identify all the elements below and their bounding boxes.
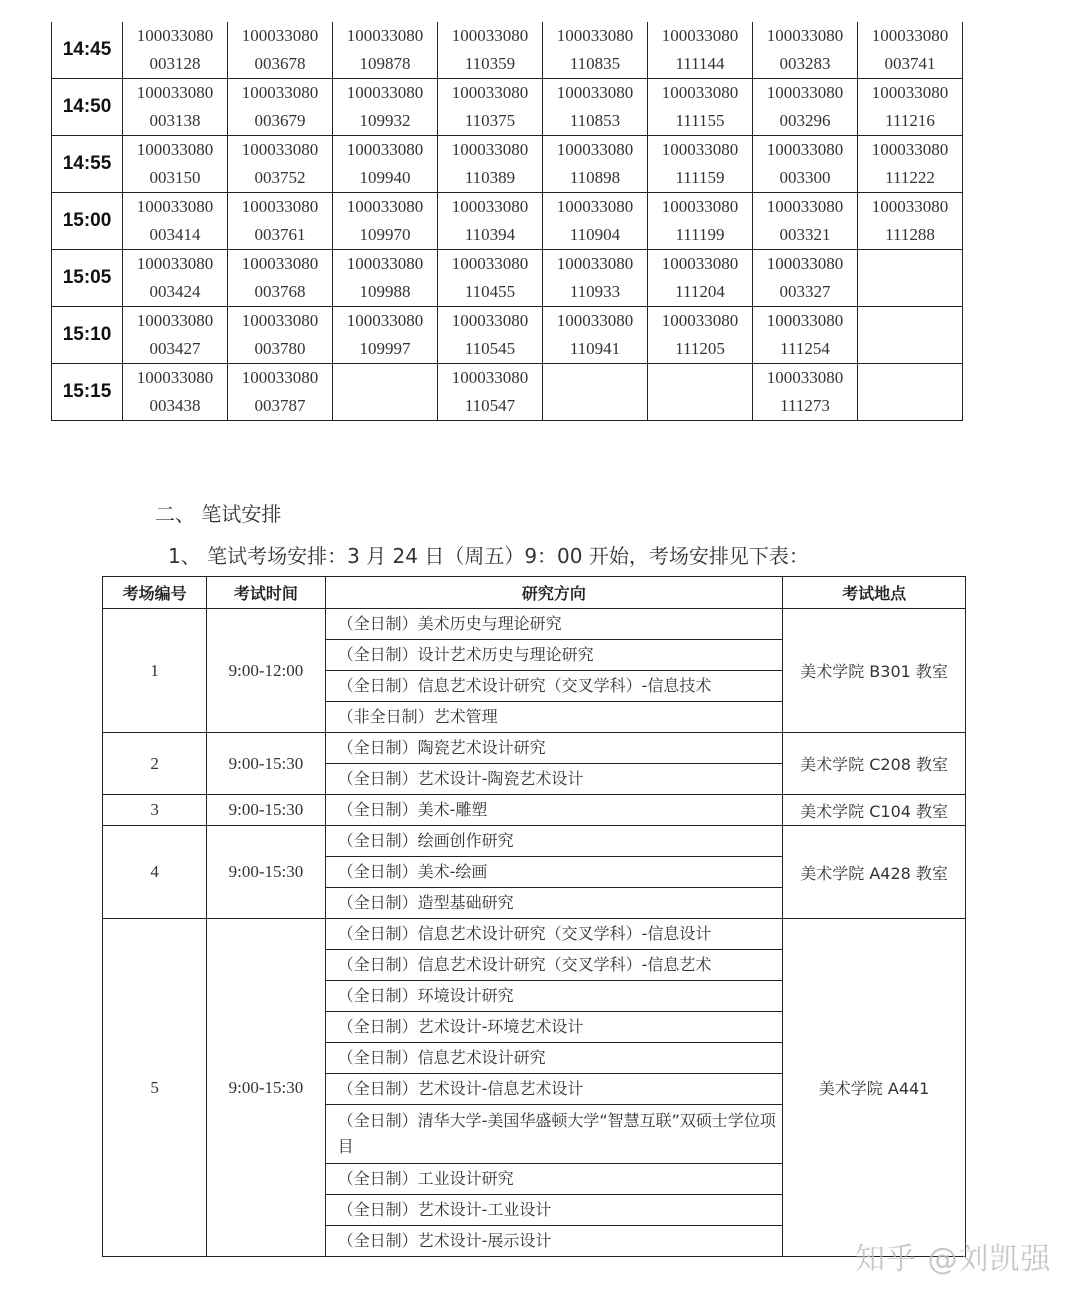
candidate-id-prefix: 100033080 [556, 83, 634, 102]
research-direction: （全日制）美术-雕塑 [325, 795, 783, 826]
candidate-id-suffix: 110853 [569, 111, 621, 130]
research-direction: （全日制）艺术设计-陶瓷艺术设计 [325, 764, 783, 795]
candidate-id-prefix: 100033080 [661, 26, 739, 45]
candidate-id-cell [333, 193, 438, 250]
candidate-id-prefix: 100033080 [451, 368, 529, 387]
candidate-id-suffix: 111204 [675, 282, 725, 301]
candidate-id-cell [123, 250, 228, 307]
candidate-id-suffix: 110455 [464, 282, 516, 301]
schedule-row [52, 250, 963, 307]
exam-table-header-row [103, 577, 966, 609]
candidate-id-prefix: 100033080 [871, 140, 949, 159]
candidate-id-cell [228, 250, 333, 307]
candidate-id-suffix: 003327 [779, 282, 831, 301]
candidate-id-cell [123, 136, 228, 193]
header-exam-location: 考试地点 [783, 577, 966, 609]
candidate-id-prefix: 100033080 [451, 83, 529, 102]
research-direction: （全日制）信息艺术设计研究（交叉学科）-信息技术 [325, 671, 783, 702]
candidate-id-suffix: 003414 [149, 225, 201, 244]
candidate-id-cell [228, 136, 333, 193]
section-subtitle: 1、 笔试考场安排：3 月 24 日（周五）9：00 开始，考场安排见下表： [168, 544, 809, 568]
candidate-id-cell [123, 193, 228, 250]
candidate-id-suffix: 003679 [254, 111, 306, 130]
candidate-id-prefix: 100033080 [871, 83, 949, 102]
research-direction: （全日制）信息艺术设计研究（交叉学科）-信息设计 [325, 919, 783, 950]
candidate-id-prefix: 100033080 [451, 311, 529, 330]
candidate-id-cell [858, 22, 963, 79]
candidate-id-suffix: 111254 [780, 339, 830, 358]
room-number: 4 [103, 826, 207, 919]
candidate-id-cell [228, 22, 333, 79]
room-number: 3 [103, 795, 207, 826]
exam-time: 9:00-15:30 [207, 826, 325, 919]
candidate-id-suffix: 109988 [359, 282, 411, 301]
research-direction: （全日制）艺术设计-展示设计 [325, 1226, 783, 1257]
candidate-id-suffix: 003761 [254, 225, 306, 244]
exam-time: 9:00-15:30 [207, 795, 325, 826]
candidate-id-cell [228, 79, 333, 136]
candidate-id-prefix: 100033080 [871, 197, 949, 216]
candidate-id-cell [858, 364, 963, 421]
exam-table-row [103, 609, 966, 640]
research-direction: （全日制）清华大学-美国华盛顿大学“智慧互联”双硕士学位项目 [325, 1105, 783, 1164]
candidate-id-suffix: 110904 [569, 225, 621, 244]
candidate-id-cell [438, 193, 543, 250]
candidate-id-suffix: 110389 [464, 168, 516, 187]
candidate-id-cell [333, 307, 438, 364]
candidate-id-prefix: 100033080 [661, 311, 739, 330]
candidate-id-prefix: 100033080 [766, 254, 844, 273]
time-slot: 14:45 [52, 22, 123, 79]
candidate-id-suffix: 003438 [149, 396, 201, 415]
candidate-id-prefix: 100033080 [766, 26, 844, 45]
candidate-id-prefix: 100033080 [346, 26, 424, 45]
candidate-id-prefix: 100033080 [136, 311, 214, 330]
candidate-id-suffix: 111222 [885, 168, 935, 187]
candidate-id-suffix: 003424 [149, 282, 201, 301]
research-direction: （全日制）工业设计研究 [325, 1164, 783, 1195]
candidate-id-prefix: 100033080 [241, 254, 319, 273]
candidate-id-cell [333, 136, 438, 193]
research-direction: （全日制）艺术设计-环境艺术设计 [325, 1012, 783, 1043]
candidate-id-suffix: 111159 [675, 168, 725, 187]
exam-location: 美术学院 B301 教室 [783, 609, 966, 733]
candidate-id-prefix: 100033080 [871, 26, 949, 45]
candidate-id-cell [648, 22, 753, 79]
exam-table-row [103, 795, 966, 826]
candidate-id-cell [438, 22, 543, 79]
candidate-id-prefix: 100033080 [766, 197, 844, 216]
candidate-id-prefix: 100033080 [346, 140, 424, 159]
candidate-id-suffix: 111144 [675, 54, 725, 73]
candidate-id-cell [333, 22, 438, 79]
candidate-id-prefix: 100033080 [661, 140, 739, 159]
candidate-id-prefix: 100033080 [136, 26, 214, 45]
candidate-id-suffix: 003150 [149, 168, 201, 187]
candidate-id-prefix: 100033080 [346, 83, 424, 102]
research-direction: （全日制）艺术设计-工业设计 [325, 1195, 783, 1226]
candidate-id-suffix: 110359 [464, 54, 516, 73]
candidate-id-cell [648, 364, 753, 421]
candidate-id-prefix: 100033080 [766, 368, 844, 387]
research-direction: （全日制）设计艺术历史与理论研究 [325, 640, 783, 671]
candidate-id-prefix: 100033080 [556, 26, 634, 45]
candidate-id-prefix: 100033080 [241, 26, 319, 45]
candidate-id-cell [753, 136, 858, 193]
candidate-id-prefix: 100033080 [451, 26, 529, 45]
header-research-direction: 研究方向 [325, 577, 783, 609]
candidate-id-cell [858, 307, 963, 364]
candidate-id-suffix: 003128 [149, 54, 201, 73]
candidate-id-suffix: 003138 [149, 111, 201, 130]
research-direction: （全日制）造型基础研究 [325, 888, 783, 919]
time-slot: 14:55 [52, 136, 123, 193]
candidate-id-cell [648, 79, 753, 136]
candidate-id-suffix: 003741 [884, 54, 936, 73]
exam-time: 9:00-12:00 [207, 609, 325, 733]
candidate-id-suffix: 110941 [569, 339, 621, 358]
candidate-id-cell [228, 307, 333, 364]
candidate-id-prefix: 100033080 [136, 254, 214, 273]
candidate-id-cell [543, 22, 648, 79]
candidate-id-suffix: 109940 [359, 168, 411, 187]
candidate-id-suffix: 111199 [675, 225, 725, 244]
candidate-id-suffix: 110835 [569, 54, 621, 73]
candidate-id-prefix: 100033080 [346, 311, 424, 330]
candidate-id-suffix: 003300 [779, 168, 831, 187]
candidate-id-cell [123, 307, 228, 364]
room-number: 2 [103, 733, 207, 795]
candidate-id-suffix: 003787 [254, 396, 306, 415]
candidate-id-suffix: 003752 [254, 168, 306, 187]
research-direction: （全日制）环境设计研究 [325, 981, 783, 1012]
candidate-id-cell [543, 364, 648, 421]
candidate-id-prefix: 100033080 [556, 140, 634, 159]
candidate-id-cell [648, 307, 753, 364]
exam-location: 美术学院 A428 教室 [783, 826, 966, 919]
candidate-id-prefix: 100033080 [241, 197, 319, 216]
research-direction: （全日制）信息艺术设计研究 [325, 1043, 783, 1074]
candidate-id-prefix: 100033080 [661, 197, 739, 216]
candidate-id-cell [648, 193, 753, 250]
schedule-row [52, 22, 963, 79]
candidate-id-cell [753, 364, 858, 421]
candidate-id-prefix: 100033080 [241, 311, 319, 330]
candidate-id-cell [438, 364, 543, 421]
research-direction: （全日制）美术历史与理论研究 [325, 609, 783, 640]
candidate-id-suffix: 003296 [779, 111, 831, 130]
candidate-id-cell [228, 193, 333, 250]
time-slot: 15:15 [52, 364, 123, 421]
exam-location: 美术学院 C104 教室 [783, 795, 966, 826]
candidate-id-prefix: 100033080 [556, 254, 634, 273]
time-slot: 15:00 [52, 193, 123, 250]
candidate-id-suffix: 109878 [359, 54, 411, 73]
header-room-number: 考场编号 [103, 577, 207, 609]
candidate-id-suffix: 109970 [359, 225, 411, 244]
exam-location: 美术学院 C208 教室 [783, 733, 966, 795]
candidate-id-suffix: 003780 [254, 339, 306, 358]
candidate-id-suffix: 110933 [569, 282, 621, 301]
candidate-id-cell [228, 364, 333, 421]
candidate-id-cell [858, 136, 963, 193]
candidate-id-suffix: 003283 [779, 54, 831, 73]
exam-table-row [103, 919, 966, 950]
candidate-id-suffix: 111155 [675, 111, 725, 130]
candidate-id-cell [123, 364, 228, 421]
room-number: 5 [103, 919, 207, 1257]
candidate-id-cell [333, 250, 438, 307]
candidate-id-prefix: 100033080 [241, 140, 319, 159]
candidate-id-cell [753, 193, 858, 250]
schedule-row [52, 307, 963, 364]
candidate-id-cell [438, 79, 543, 136]
candidate-id-prefix: 100033080 [451, 254, 529, 273]
candidate-id-cell [753, 79, 858, 136]
candidate-id-prefix: 100033080 [241, 368, 319, 387]
candidate-id-suffix: 110898 [569, 168, 621, 187]
candidate-id-cell [858, 193, 963, 250]
candidate-id-prefix: 100033080 [136, 368, 214, 387]
candidate-id-cell [858, 79, 963, 136]
candidate-id-cell [438, 307, 543, 364]
section-title: 二、 笔试安排 [155, 502, 282, 526]
exam-room-table [102, 576, 966, 1257]
candidate-id-prefix: 100033080 [661, 254, 739, 273]
candidate-id-suffix: 110394 [464, 225, 516, 244]
interview-schedule-table [51, 22, 963, 421]
research-direction: （全日制）绘画创作研究 [325, 826, 783, 857]
research-direction: （全日制）艺术设计-信息艺术设计 [325, 1074, 783, 1105]
candidate-id-suffix: 111216 [885, 111, 935, 130]
candidate-id-suffix: 003768 [254, 282, 306, 301]
time-slot: 15:05 [52, 250, 123, 307]
candidate-id-cell [543, 136, 648, 193]
candidate-id-suffix: 003678 [254, 54, 306, 73]
candidate-id-suffix: 003427 [149, 339, 201, 358]
candidate-id-cell [438, 136, 543, 193]
candidate-id-prefix: 100033080 [136, 83, 214, 102]
candidate-id-prefix: 100033080 [661, 83, 739, 102]
schedule-row [52, 364, 963, 421]
candidate-id-prefix: 100033080 [346, 254, 424, 273]
research-direction: （全日制）信息艺术设计研究（交叉学科）-信息艺术 [325, 950, 783, 981]
candidate-id-cell [543, 193, 648, 250]
candidate-id-cell [753, 22, 858, 79]
candidate-id-suffix: 110375 [464, 111, 516, 130]
time-slot: 14:50 [52, 79, 123, 136]
candidate-id-cell [543, 307, 648, 364]
candidate-id-suffix: 109932 [359, 111, 411, 130]
candidate-id-suffix: 111288 [885, 225, 935, 244]
candidate-id-prefix: 100033080 [766, 140, 844, 159]
exam-time: 9:00-15:30 [207, 733, 325, 795]
candidate-id-prefix: 100033080 [556, 197, 634, 216]
candidate-id-prefix: 100033080 [451, 140, 529, 159]
schedule-row [52, 193, 963, 250]
time-slot: 15:10 [52, 307, 123, 364]
candidate-id-prefix: 100033080 [346, 197, 424, 216]
candidate-id-suffix: 109997 [359, 339, 411, 358]
candidate-id-suffix: 111273 [780, 396, 830, 415]
candidate-id-cell [753, 307, 858, 364]
candidate-id-suffix: 003321 [779, 225, 831, 244]
candidate-id-prefix: 100033080 [766, 83, 844, 102]
exam-table-row [103, 733, 966, 764]
candidate-id-cell [333, 79, 438, 136]
candidate-id-prefix: 100033080 [766, 311, 844, 330]
candidate-id-cell [648, 250, 753, 307]
room-number: 1 [103, 609, 207, 733]
candidate-id-prefix: 100033080 [136, 197, 214, 216]
candidate-id-suffix: 111205 [675, 339, 725, 358]
candidate-id-suffix: 110547 [464, 396, 516, 415]
schedule-row [52, 136, 963, 193]
exam-location: 美术学院 A441 [783, 919, 966, 1257]
candidate-id-cell [438, 250, 543, 307]
exam-time: 9:00-15:30 [207, 919, 325, 1257]
watermark: 知乎 @刘凯强 [855, 1242, 1052, 1277]
candidate-id-prefix: 100033080 [136, 140, 214, 159]
schedule-row [52, 79, 963, 136]
candidate-id-cell [543, 250, 648, 307]
candidate-id-cell [858, 250, 963, 307]
candidate-id-cell [123, 22, 228, 79]
candidate-id-cell [123, 79, 228, 136]
candidate-id-prefix: 100033080 [241, 83, 319, 102]
candidate-id-prefix: 100033080 [451, 197, 529, 216]
research-direction: （非全日制）艺术管理 [325, 702, 783, 733]
header-exam-time: 考试时间 [207, 577, 325, 609]
candidate-id-cell [333, 364, 438, 421]
exam-table-row [103, 826, 966, 857]
candidate-id-suffix: 110545 [464, 339, 516, 358]
research-direction: （全日制）陶瓷艺术设计研究 [325, 733, 783, 764]
candidate-id-cell [543, 79, 648, 136]
candidate-id-cell [648, 136, 753, 193]
research-direction: （全日制）美术-绘画 [325, 857, 783, 888]
candidate-id-prefix: 100033080 [556, 311, 634, 330]
candidate-id-cell [753, 250, 858, 307]
